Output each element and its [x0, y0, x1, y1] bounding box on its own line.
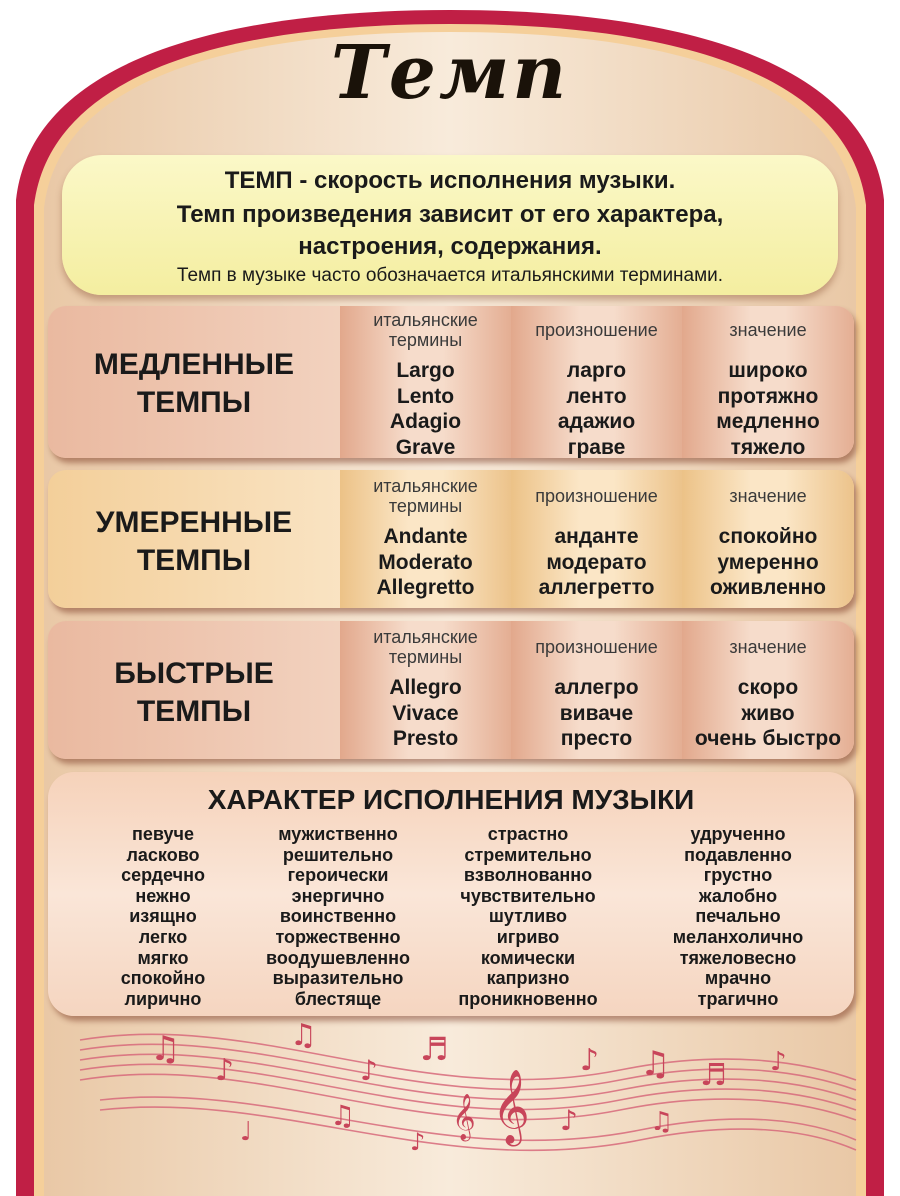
character-column: [68, 824, 258, 1009]
meaning-term: умеренно: [717, 550, 819, 574]
character-word: сердечно: [121, 865, 205, 886]
character-word: тяжеловесно: [679, 947, 797, 968]
pronunciation-term: анданте: [554, 525, 639, 548]
character-word: героически: [287, 865, 389, 886]
treble-clef-icon: 𝄞: [452, 1094, 476, 1140]
meaning-term: живо: [741, 701, 795, 725]
pronunciation-column: [511, 627, 682, 752]
character-word: мужиственно: [278, 824, 398, 844]
character-section: [48, 772, 854, 1016]
italian-terms-column: [340, 476, 511, 601]
note-icon: ♪: [580, 1043, 600, 1078]
character-word: жалобно: [698, 885, 778, 906]
pronunciation-term: модерато: [546, 550, 647, 574]
note-icon: ♪: [770, 1047, 787, 1077]
meaning-term: оживленно: [710, 576, 826, 599]
header-line: термины: [388, 496, 463, 516]
meaning-term: спокойно: [718, 525, 818, 548]
page-title: Темп: [330, 30, 570, 116]
note-icon: ♪: [360, 1054, 378, 1087]
character-word: энергично: [291, 885, 385, 906]
character-word: спокойно: [120, 968, 206, 989]
character-word: трагично: [697, 988, 779, 1009]
character-column: [238, 824, 438, 1009]
header-line: итальянские: [373, 476, 478, 496]
note-icon: ♬: [700, 1058, 727, 1093]
column-header-meaning: значение: [729, 637, 807, 657]
pronunciation-term: ларго: [566, 359, 627, 382]
note-icon: ♬: [420, 1030, 449, 1068]
character-word: меланхолично: [672, 926, 804, 947]
intro-line-3: настроения, содержания.: [298, 233, 602, 260]
column-header-italian: [340, 310, 511, 350]
note-icon: ♪: [410, 1128, 426, 1156]
tempo-section-fast: [48, 621, 854, 759]
meaning-column: [682, 627, 854, 752]
character-word: выразительно: [272, 968, 404, 989]
intro-definition: ТЕМП - скорость исполнения музыки.: [224, 167, 676, 194]
header-line: термины: [388, 647, 463, 667]
italian-term: Largo: [396, 359, 455, 382]
column-header-italian: [340, 476, 511, 516]
character-word: блестяще: [294, 988, 382, 1009]
character-word: легко: [138, 926, 188, 947]
meaning-term: широко: [728, 359, 808, 382]
section-title-line: ТЕМПЫ: [136, 544, 252, 577]
character-word: печально: [695, 906, 781, 927]
character-title: ХАРАКТЕР ИСПОЛНЕНИЯ МУЗЫКИ: [207, 784, 695, 815]
character-word: певуче: [132, 824, 194, 844]
character-word: изящно: [129, 906, 197, 927]
character-word: лирично: [124, 988, 202, 1009]
pronunciation-term: престо: [560, 727, 633, 750]
column-header-meaning: значение: [729, 320, 807, 340]
meaning-term: очень быстро: [694, 727, 842, 750]
pronunciation-term: аллегро: [554, 676, 639, 699]
character-word: стремительно: [464, 844, 592, 865]
character-word: комически: [480, 947, 576, 968]
italian-term: Andante: [383, 525, 468, 548]
character-word: решительно: [282, 844, 394, 865]
header-line: термины: [388, 330, 463, 350]
meaning-term: тяжело: [730, 435, 806, 458]
header-line: итальянские: [373, 627, 478, 647]
character-column: [638, 824, 838, 1009]
character-word: грустно: [703, 865, 773, 886]
italian-term: Grave: [395, 435, 456, 458]
character-word: капризно: [486, 968, 570, 989]
intro-note: Темп в музыке часто обозначается итальянскими терминами.: [176, 265, 724, 286]
italian-term: Allegretto: [376, 576, 475, 599]
meaning-term: медленно: [716, 410, 820, 433]
meaning-term: протяжно: [717, 384, 819, 408]
column-header-pronunciation: произношение: [535, 486, 658, 506]
character-word: чувствительно: [460, 885, 596, 906]
column-header-meaning: значение: [729, 486, 807, 506]
tempo-section-slow: [48, 306, 854, 458]
italian-terms-column: [340, 627, 511, 752]
note-icon: ♫: [330, 1099, 356, 1132]
column-header-italian: [340, 627, 511, 667]
note-icon: ♫: [650, 1107, 674, 1137]
pronunciation-term: ленто: [566, 384, 627, 408]
intro-box: [62, 155, 838, 295]
section-title-line: ТЕМПЫ: [136, 386, 252, 419]
character-column: [428, 824, 628, 1009]
character-word: воодушевленно: [265, 947, 411, 968]
character-word: нежно: [135, 885, 191, 906]
intro-line-2: Темп произведения зависит от его характера,: [176, 201, 724, 228]
character-word: проникновенно: [458, 988, 598, 1009]
note-icon: ♫: [640, 1044, 671, 1084]
character-word: взволнованно: [463, 865, 593, 886]
italian-term: Adagio: [389, 410, 462, 433]
header-line: итальянские: [373, 310, 478, 330]
section-title: [48, 504, 340, 580]
column-header-pronunciation: произношение: [535, 320, 658, 340]
character-word: ласково: [126, 844, 200, 865]
character-word: подавленно: [684, 844, 792, 865]
treble-clef-icon: 𝄞: [492, 1070, 530, 1144]
note-icon: ♫: [290, 1018, 317, 1053]
pronunciation-column: [511, 476, 682, 601]
section-title-line: БЫСТРЫЕ: [114, 657, 274, 690]
note-icon: ♪: [560, 1104, 578, 1137]
section-title: [48, 655, 340, 731]
pronunciation-term: адажио: [557, 410, 636, 433]
italian-term: Presto: [392, 727, 459, 750]
italian-term: Lento: [396, 384, 455, 408]
tempo-section-moderate: [48, 470, 854, 608]
character-word: шутливо: [488, 906, 568, 927]
meaning-column: [682, 310, 854, 458]
section-title-line: МЕДЛЕННЫЕ: [93, 348, 295, 381]
section-title-line: ТЕМПЫ: [136, 695, 252, 728]
character-word: воинственно: [279, 906, 397, 927]
pronunciation-term: виваче: [559, 701, 634, 725]
character-word: торжественно: [275, 926, 401, 947]
note-icon: ♪: [215, 1053, 235, 1088]
character-word: страстно: [487, 824, 569, 844]
section-title-line: УМЕРЕННЫЕ: [95, 506, 293, 539]
italian-term: Moderato: [378, 550, 473, 574]
character-word: удрученно: [690, 824, 786, 844]
column-header-pronunciation: произношение: [535, 637, 658, 657]
section-title: [48, 346, 340, 422]
italian-terms-column: [340, 310, 511, 458]
pronunciation-term: граве: [567, 435, 626, 458]
character-word: мрачно: [704, 968, 772, 989]
character-word: мягко: [137, 947, 189, 968]
italian-term: Vivace: [392, 701, 459, 725]
note-icon: ♫: [150, 1029, 181, 1069]
meaning-term: скоро: [737, 676, 799, 699]
pronunciation-term: аллегретто: [538, 576, 655, 599]
note-icon: ♩: [240, 1117, 253, 1147]
character-word: игриво: [496, 926, 560, 947]
pronunciation-column: [511, 310, 682, 458]
meaning-column: [682, 476, 854, 601]
italian-term: Allegro: [389, 676, 462, 699]
